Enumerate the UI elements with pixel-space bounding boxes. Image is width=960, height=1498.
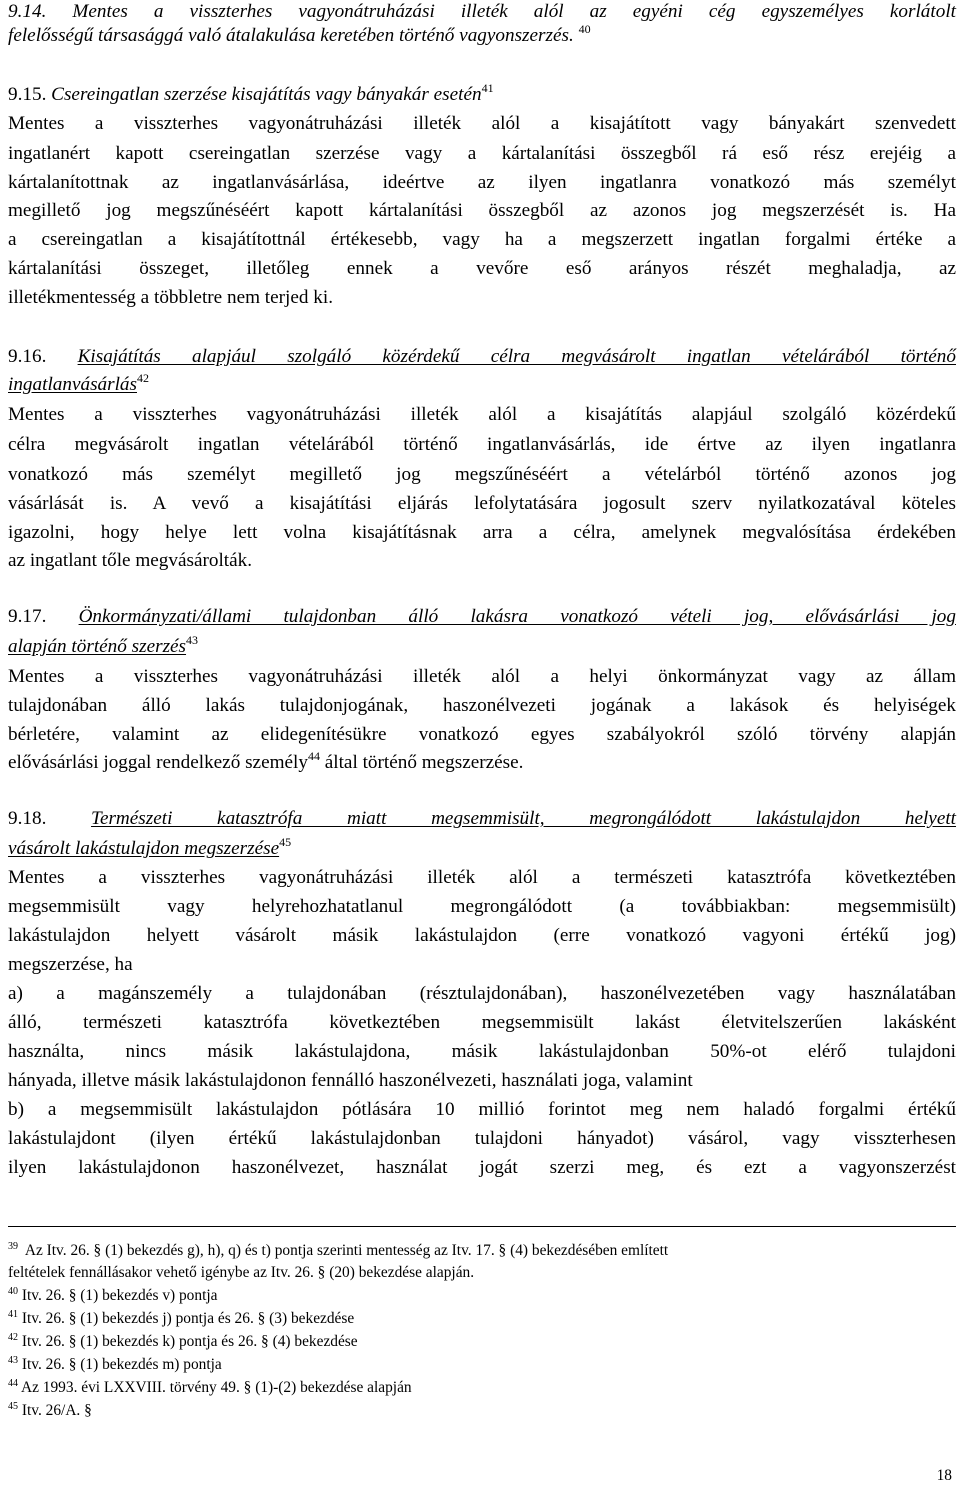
- section-9-15-body-line-5: a csereingatlan a kisajátítottnál értékesebb, vagy ha a megszerzett ingatlan forgalmi értéke a: [8, 229, 956, 250]
- footnote-ref-43[interactable]: 43: [186, 633, 199, 647]
- footnote-45: $^{45}$ Itv. 26/A. §: [8, 1401, 92, 1419]
- section-9-18-body-line-11: ilyen lakástulajdonon haszonélvezet, használat jogát szerzi meg, és ezt a vagyonszerzést: [8, 1157, 956, 1178]
- section-9-16-body-line-5: igazolni, hogy helye lett volna kisajátításnak arra a célra, amelynek megvalósítása érdekében: [8, 522, 956, 543]
- section-9-14-heading-line-1: 9.14. Mentes a visszterhes vagyonátruházási illeték alól az egyéni cég egyszemélyes korlátolt: [8, 1, 956, 22]
- section-9-16-body-line-4: vásárlását is. A vevő a kisajátítási eljárás lefolytatására jogosult szerv nyilatkozatával köteles: [8, 493, 956, 514]
- section-9-18-body-line-2: megsemmisült vagy helyrehozhatatlanul megrongálódott (a továbbiakban: megsemmisült): [8, 896, 956, 917]
- section-9-15-body-line-3: kártalanítottnak az ingatlanvásárlása, ideértve az ilyen ingatlanra vonatkozó más személyt: [8, 172, 956, 193]
- section-9-17-body-line-3: bérletére, valamint az elidegenítésükre vonatkozó egyes szabályokról szóló törvény alapján: [8, 724, 956, 745]
- section-9-16-heading-line-1: 9.16. Kisajátítás alapjául szolgáló közérdekű célra megvásárolt ingatlan vételárából történő: [8, 346, 956, 367]
- page-number: 18: [936, 1467, 952, 1484]
- footnote-separator: [8, 1226, 956, 1227]
- section-9-16-body-line-6: az ingatlant tőle megvásárolták.: [8, 550, 253, 571]
- section-9-18-body-line-1: Mentes a visszterhes vagyonátruházási illeték alól a természeti katasztrófa következtében: [8, 867, 956, 888]
- section-9-18-body-line-5: a) a magánszemély a tulajdonában (résztulajdonában), haszonélvezetében vagy használatában: [8, 983, 956, 1004]
- section-9-17-body-line-4: elővásárlási joggal rendelkező személy$^{44}$ által történő megszerzése.: [8, 749, 524, 773]
- footnote-42: $^{42}$ Itv. 26. § (1) bekezdés k) pontja és 26. § (4) bekezdése: [8, 1332, 358, 1350]
- section-9-15-body-line-6: kártalanítási összeget, illetőleg ennek a vevőre eső arányos részét meghaladja, az: [8, 258, 956, 279]
- section-9-15-body-line-1: Mentes a visszterhes vagyonátruházási illeték alól a kisajátított vagy bányakárt szenvedett: [8, 113, 956, 134]
- footnote-ref-42[interactable]: 42: [137, 371, 149, 385]
- footnote-ref-45[interactable]: 45: [279, 835, 292, 849]
- footnote-ref-44[interactable]: 44: [307, 749, 320, 763]
- footnote-39-line-1: $^{39}$ Az Itv. 26. § (1) bekezdés g), h), q) és t) pontja szerinti mentesség az Itv. 17. § (4) bekezdésében említett: [8, 1241, 669, 1259]
- section-9-17-body-line-2: tulajdonában álló lakás tulajdonjogának, haszonélvezeti jogának a lakások és helyiségek: [8, 695, 956, 716]
- section-9-17-heading-line-1: 9.17. Önkormányzati/állami tulajdonban álló lakásra vonatkozó vételi jog, elővásárlási jog: [8, 606, 956, 627]
- section-9-18-heading-line-1: 9.18. Természeti katasztrófa miatt megsemmisült, megrongálódott lakástulajdon helyett: [8, 808, 957, 829]
- footnote-43: $^{43}$ Itv. 26. § (1) bekezdés m) pontja: [8, 1355, 222, 1373]
- section-9-14-heading-line-2: felelősségű társasággá való átalakulása keretében történő vagyonszerzés. $^{40}$: [8, 22, 591, 46]
- section-9-18-body-line-9: b) a megsemmisült lakástulajdon pótlására 10 millió forintot meg nem haladó forgalmi értékű: [8, 1099, 956, 1120]
- footnote-39-line-2: feltételek fennállásakor vehető igénybe az Itv. 26. § (20) bekezdése alapján.: [8, 1264, 475, 1281]
- section-9-18-body-line-4: megszerzése, ha: [8, 954, 133, 975]
- footnote-41: $^{41}$ Itv. 26. § (1) bekezdés j) pontja és 26. § (3) bekezdése: [8, 1309, 355, 1327]
- section-9-15-body-line-2: ingatlanért kapott csereingatlan szerzése vagy a kártalanítási összegből rá eső rész erejéig a: [8, 143, 956, 164]
- section-9-18-body-line-8: hányada, illetve másik lakástulajdonon fennálló haszonélvezeti, használati joga, valamint: [8, 1070, 693, 1091]
- section-9-17-heading-line-2: alapján történő szerzés$^{43}$: [8, 633, 199, 657]
- footnote-44: $^{44}$ Az 1993. évi LXXVIII. törvény 49. § (1)-(2) bekezdése alapján: [8, 1378, 412, 1396]
- section-9-18-body-line-10: lakástulajdont (ilyen értékű lakástulajdonban tulajdoni hányadot) vásárol, vagy visszterhesen: [8, 1128, 956, 1149]
- section-9-15-body-line-4: megillető jog megszűnéséért kapott kártalanítási összegből az azonos jog megszerzését is. Ha: [8, 200, 956, 221]
- section-9-18-body-line-7: használta, nincs másik lakástulajdona, másik lakástulajdonban 50%-ot elérő tulajdoni: [8, 1041, 956, 1062]
- section-9-15-body-line-7: illetékmentesség a többletre nem terjed ki.: [8, 287, 334, 308]
- footnote-ref-40[interactable]: 40: [578, 22, 591, 36]
- section-9-16-body-line-3: vonatkozó más személyt megillető jog megszűnéséért a vételárból történő azonos jog: [8, 464, 956, 485]
- section-9-16-body-line-1: Mentes a visszterhes vagyonátruházási illeték alól a kisajátítás alapjául szolgáló közérdekű: [8, 404, 956, 425]
- footnote-ref-41[interactable]: 41: [481, 81, 494, 95]
- section-9-15-heading: 9.15. Csereingatlan szerzése kisajátítás vagy bányakár esetén$^{41}$: [8, 81, 494, 105]
- section-9-16-body-line-2: célra megvásárolt ingatlan vételárából történő ingatlanvásárlás, ide értve az ilyen ingatlanra: [8, 434, 956, 455]
- section-9-18-body-line-3: lakástulajdon helyett vásárolt másik lakástulajdon (erre vonatkozó vagyoni értékű jog): [8, 925, 956, 946]
- footnote-40: $^{40}$ Itv. 26. § (1) bekezdés v) pontja: [8, 1286, 218, 1304]
- section-9-18-heading-line-2: vásárolt lakástulajdon megszerzése$^{45}$: [8, 835, 292, 859]
- section-9-18-body-line-6: álló, természeti katasztrófa következtében megsemmisült lakást életvitelszerűen lakásként: [8, 1012, 956, 1033]
- section-9-16-heading-line-2: ingatlanvásárlás$^{42}$: [8, 371, 149, 395]
- section-9-17-body-line-1: Mentes a visszterhes vagyonátruházási illeték alól a helyi önkormányzat vagy az állam: [8, 666, 956, 687]
